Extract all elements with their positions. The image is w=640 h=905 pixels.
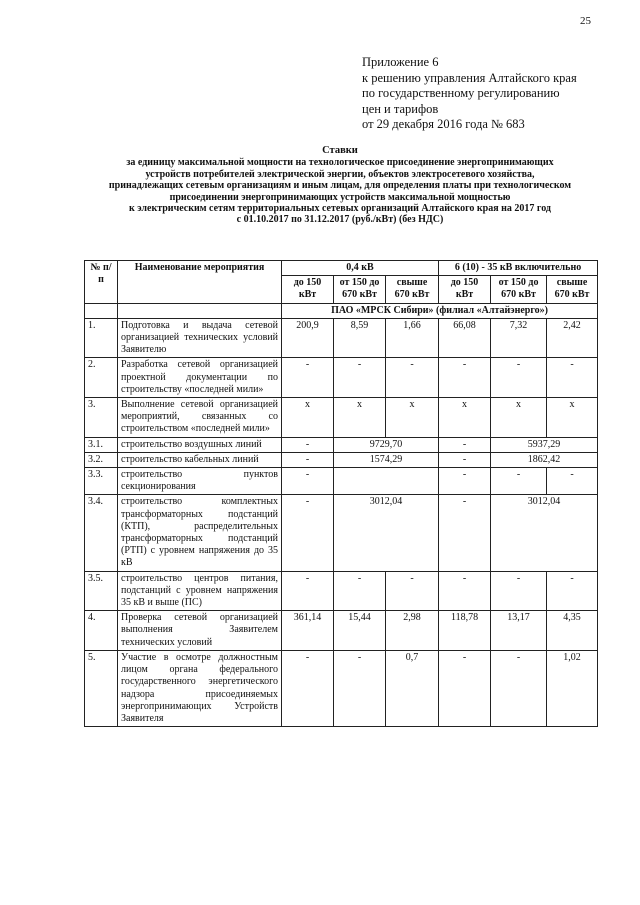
table-row xyxy=(85,611,598,651)
subheader-cell: до 150 кВт xyxy=(439,276,491,303)
row-value: 0,7 xyxy=(386,650,439,726)
row-name: строительство воздушных линий xyxy=(118,437,282,452)
row-value: - xyxy=(439,358,491,398)
table-row xyxy=(85,571,598,611)
row-value: 15,44 xyxy=(334,611,386,651)
row-value xyxy=(334,468,439,495)
subheader-cell: до 150 кВт xyxy=(282,276,334,303)
row-num: 3. xyxy=(85,398,118,438)
row-value: 8,59 xyxy=(334,318,386,358)
page-number: 25 xyxy=(580,15,591,27)
title-line: к электрическим сетям территориальных сетевых организаций Алтайского края на 2017 год xyxy=(129,203,551,215)
row-num: 3.1. xyxy=(85,437,118,452)
title-line: за единицу максимальной мощности на технологическое присоединение энергопринимающих xyxy=(126,157,554,169)
row-value: - xyxy=(547,468,598,495)
row-value: 3012,04 xyxy=(491,495,598,571)
row-num: 2. xyxy=(85,358,118,398)
row-name: строительство комплектных трансформаторных подстанций (КТП), распределительных трансформаторных подстанций (РТП) с уровнем напряжения до 35 кВ xyxy=(118,495,282,571)
document-title xyxy=(90,145,590,226)
row-value: - xyxy=(334,571,386,611)
row-value: х xyxy=(282,398,334,438)
title-line: принадлежащих сетевым организациям и иным лицам, для определения платы при технологическом xyxy=(108,180,572,192)
table-row xyxy=(85,437,598,452)
appendix-line: Приложение 6 xyxy=(362,55,439,69)
table-row xyxy=(85,452,598,467)
row-value: - xyxy=(491,358,547,398)
row-value: - xyxy=(491,468,547,495)
table-row xyxy=(85,358,598,398)
row-value: - xyxy=(282,468,334,495)
header-group-04kv: 0,4 кВ xyxy=(282,261,439,276)
row-value: 118,78 xyxy=(439,611,491,651)
appendix-line: от 29 декабря 2016 года № 683 xyxy=(362,117,525,131)
row-name: строительство центров питания, подстанций с уровнем напряжения 35 кВ и выше (ПС) xyxy=(118,571,282,611)
row-value: - xyxy=(386,571,439,611)
row-value: - xyxy=(547,571,598,611)
org-spacer-num xyxy=(85,303,118,318)
subheader-cell: от 150 до 670 кВт xyxy=(334,276,386,303)
appendix-line: к решению управления Алтайского края xyxy=(362,70,577,85)
row-value: 5937,29 xyxy=(491,437,598,452)
row-num: 3.5. xyxy=(85,571,118,611)
row-name: строительство пунктов секционирования xyxy=(118,468,282,495)
row-value: - xyxy=(386,358,439,398)
row-name: Участие в осмотре должностным лицом органа федерального государственного энергетического надзора присоединяемых энергопринимающих Устройств Заявителя xyxy=(118,650,282,726)
subheader-cell: от 150 до 670 кВт xyxy=(491,276,547,303)
row-value: - xyxy=(282,650,334,726)
row-value: 2,98 xyxy=(386,611,439,651)
row-value: - xyxy=(439,452,491,467)
row-name: Подготовка и выдача сетевой организацией технических условий Заявителю xyxy=(118,318,282,358)
table-row xyxy=(85,650,598,726)
org-name: ПАО «МРСК Сибири» (филиал «Алтайэнерго») xyxy=(282,303,598,318)
row-value: 9729,70 xyxy=(334,437,439,452)
subheader-cell: свыше 670 кВт xyxy=(547,276,598,303)
row-value: - xyxy=(439,437,491,452)
row-value: 3012,04 xyxy=(334,495,439,571)
row-value: 2,42 xyxy=(547,318,598,358)
row-value: - xyxy=(334,650,386,726)
row-value: - xyxy=(439,495,491,571)
header-num: № п/п xyxy=(85,261,118,304)
title-line: устройств потребителей электрической энергии, объектов электросетевого хозяйства, xyxy=(145,168,535,180)
row-value: - xyxy=(334,358,386,398)
table-row xyxy=(85,398,598,438)
row-value: х xyxy=(491,398,547,438)
header-group-6-35kv: 6 (10) - 35 кВ включительно xyxy=(439,261,598,276)
row-num: 1. xyxy=(85,318,118,358)
row-value: х xyxy=(334,398,386,438)
table-row xyxy=(85,468,598,495)
title-line: с 01.10.2017 по 31.12.2017 (руб./кВт) (без НДС) xyxy=(236,214,444,226)
row-name: строительство кабельных линий xyxy=(118,452,282,467)
row-value: - xyxy=(282,437,334,452)
row-name: Проверка сетевой организацией выполнения Заявителем технических условий xyxy=(118,611,282,651)
row-value: - xyxy=(491,571,547,611)
row-value: - xyxy=(282,452,334,467)
header-name: Наименование мероприятия xyxy=(118,261,282,304)
appendix-block xyxy=(362,55,577,133)
subheader-cell: свыше 670 кВт xyxy=(386,276,439,303)
row-num: 3.2. xyxy=(85,452,118,467)
row-value: 66,08 xyxy=(439,318,491,358)
row-value: 1,66 xyxy=(386,318,439,358)
row-value: - xyxy=(547,358,598,398)
row-value: 1,02 xyxy=(547,650,598,726)
row-value: 1574,29 xyxy=(334,452,439,467)
row-num: 3.3. xyxy=(85,468,118,495)
row-value: 4,35 xyxy=(547,611,598,651)
title-heading: Ставки xyxy=(322,145,358,156)
row-value: 7,32 xyxy=(491,318,547,358)
rates-table xyxy=(84,260,598,727)
appendix-line: по государственному регулированию xyxy=(362,86,560,100)
row-value: - xyxy=(439,650,491,726)
row-value: - xyxy=(491,650,547,726)
row-num: 5. xyxy=(85,650,118,726)
row-value: - xyxy=(282,358,334,398)
row-value: 361,14 xyxy=(282,611,334,651)
row-value: - xyxy=(282,571,334,611)
row-value: 13,17 xyxy=(491,611,547,651)
row-value: - xyxy=(439,468,491,495)
org-spacer-name xyxy=(118,303,282,318)
row-num: 4. xyxy=(85,611,118,651)
row-value: 1862,42 xyxy=(491,452,598,467)
table-row xyxy=(85,318,598,358)
row-num: 3.4. xyxy=(85,495,118,571)
row-name: Выполнение сетевой организацией мероприятий, связанных со строительством «последней мили» xyxy=(118,398,282,438)
row-value: 200,9 xyxy=(282,318,334,358)
row-name: Разработка сетевой организацией проектной документации по строительству «последней мили» xyxy=(118,358,282,398)
appendix-line: цен и тарифов xyxy=(362,101,439,116)
row-value: - xyxy=(282,495,334,571)
row-value: х xyxy=(547,398,598,438)
row-value: х xyxy=(439,398,491,438)
org-row xyxy=(85,303,598,318)
title-line: присоединении энергопринимающих устройств максимальной мощностью xyxy=(169,191,511,203)
table-row xyxy=(85,495,598,571)
row-value: - xyxy=(439,571,491,611)
header-row xyxy=(85,261,598,276)
row-value: х xyxy=(386,398,439,438)
